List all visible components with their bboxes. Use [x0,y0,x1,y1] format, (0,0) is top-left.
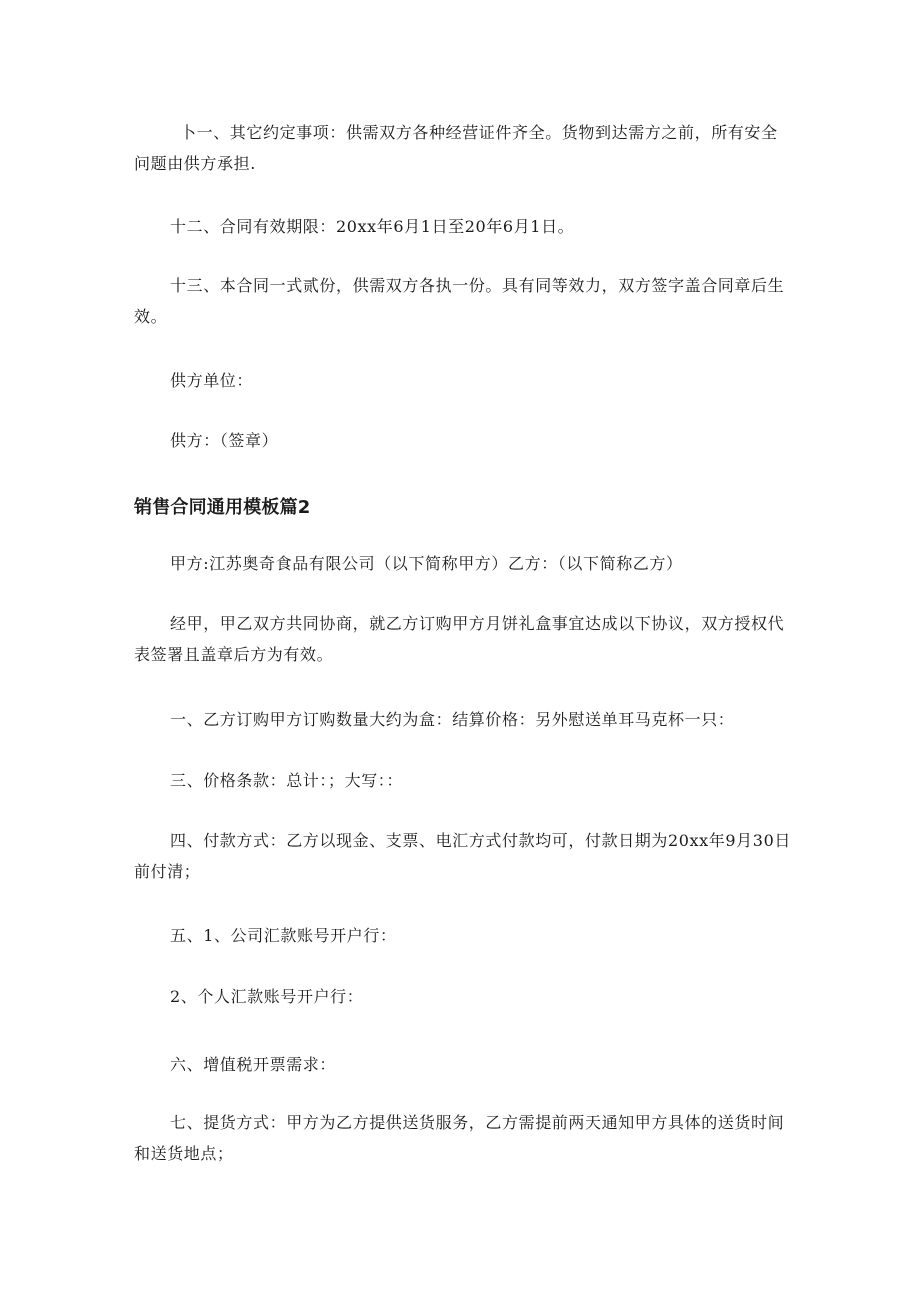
clause-five-company-account: 五、1、公司汇款账号开户行： [170,926,397,945]
clause-eleven: 卜一、其它约定事项：供需双方各种经营证件齐全。货物到达需方之前，所有安全问题由供方承担. [134,123,778,173]
clause-four: 四、付款方式：乙方以现金、支票、电汇方式付款均可，付款日期为20xx年9月30日前付清； [134,831,791,881]
clause-twelve: 十二、合同有效期限：20xx年6月1日至20年6月1日。 [170,217,575,236]
clause-one: 一、乙方订购甲方订购数量大约为盒：结算价格：另外慰送单耳马克杯一只： [170,710,735,729]
parties-line: 甲方:江苏奥奇食品有限公司（以下简称甲方）乙方：（以下简称乙方） [170,554,683,573]
clause-five-personal-account: 2、个人汇款账号开户行： [170,987,364,1006]
clause-thirteen: 十三、本合同一式贰份，供需双方各执一份。具有同等效力，双方签字盖合同章后生效。 [134,276,785,326]
clause-seven: 七、提货方式：甲方为乙方提供送货服务，乙方需提前两天通知甲方具体的送货时间和送货地点； [134,1113,785,1163]
agreement-intro: 经甲，甲乙双方共同协商，就乙方订购甲方月饼礼盒事宜达成以下协议，双方授权代表签署且盖章后方为有效。 [134,614,785,664]
clause-three: 三、价格条款：总计：；大写：： [170,771,404,790]
clause-six: 六、增值税开票需求： [170,1055,337,1074]
supplier-unit-line: 供方单位： [170,371,254,390]
supplier-signature-line: 供方：（签章） [170,431,279,450]
section-heading: 销售合同通用模板篇2 [134,497,311,518]
